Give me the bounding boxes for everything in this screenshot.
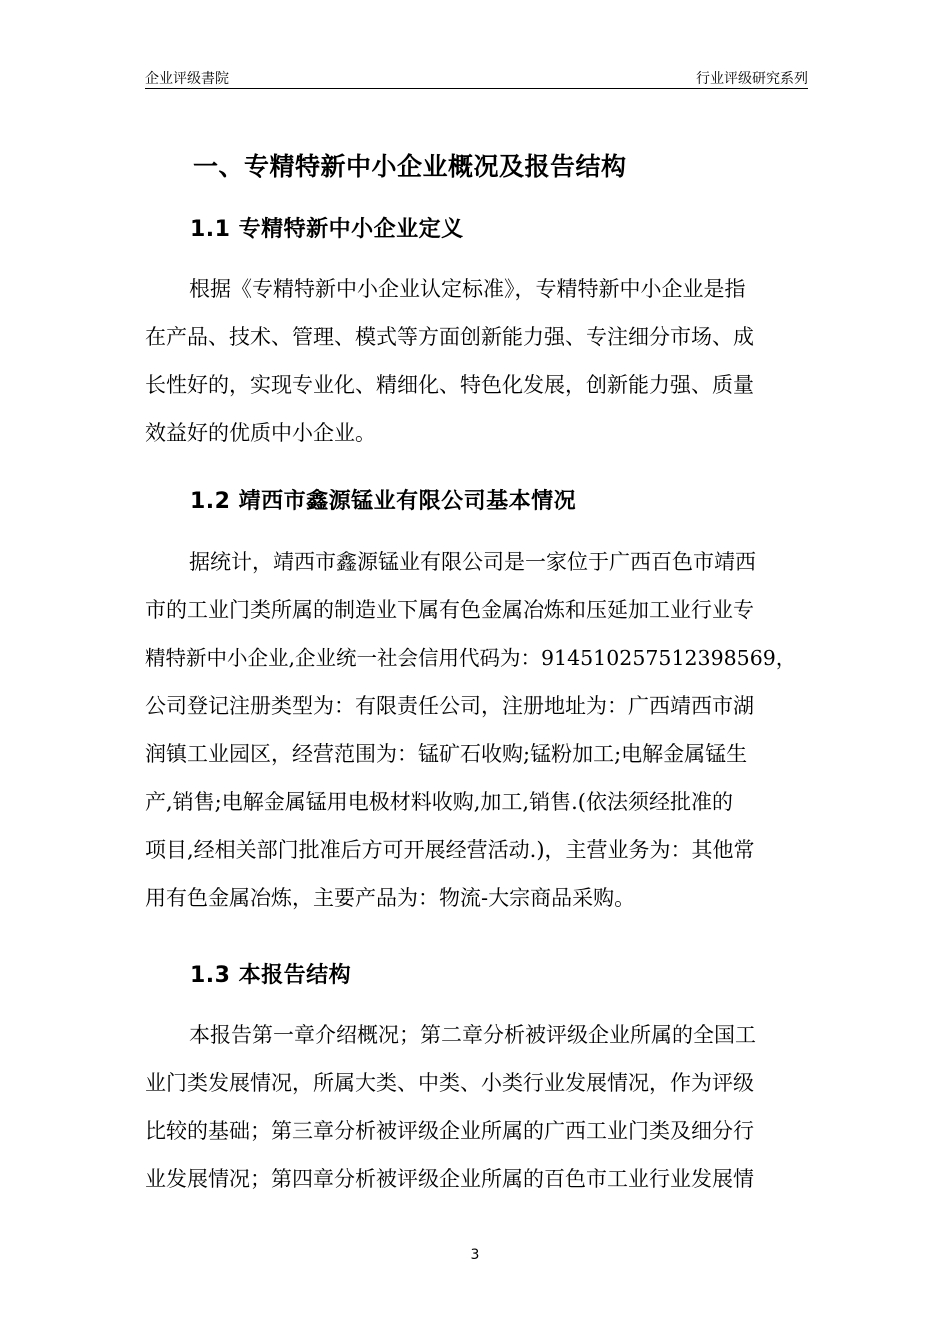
paragraph-line: 本报告第一章介绍概况；第二章分析被评级企业所属的全国工 bbox=[189, 1023, 756, 1047]
section-paragraph-1-3 bbox=[145, 1011, 807, 1203]
page-header bbox=[145, 66, 808, 89]
section-paragraph-1-2 bbox=[145, 538, 807, 922]
paragraph-line: 润镇工业园区，经营范围为：锰矿石收购;锰粉加工;电解金属锰生 bbox=[145, 742, 748, 766]
section-heading-1-1: 1.1 专精特新中小企业定义 bbox=[190, 217, 464, 242]
header-right-text: 行业评级研究系列 bbox=[696, 71, 808, 87]
section-heading-1-2: 1.2 靖西市鑫源锰业有限公司基本情况 bbox=[190, 489, 577, 514]
paragraph-line: 业发展情况；第四章分析被评级企业所属的百色市工业行业发展情 bbox=[145, 1167, 754, 1191]
paragraph-line: 效益好的优质中小企业。 bbox=[145, 421, 376, 445]
section-heading-1-3: 1.3 本报告结构 bbox=[190, 963, 352, 988]
page-number: 3 bbox=[470, 1247, 480, 1263]
paragraph-line: 据统计，靖西市鑫源锰业有限公司是一家位于广西百色市靖西 bbox=[189, 550, 756, 574]
paragraph-line: 市的工业门类所属的制造业下属有色金属冶炼和压延加工业行业专 bbox=[145, 598, 754, 622]
paragraph-line: 长性好的，实现专业化、精细化、特色化发展，创新能力强、质量 bbox=[145, 373, 754, 397]
paragraph-line: 公司登记注册类型为：有限责任公司，注册地址为：广西靖西市湖 bbox=[145, 694, 754, 718]
header-left-text: 企业评级書院 bbox=[145, 71, 229, 87]
chapter-heading: 一、专精特新中小企业概况及报告结构 bbox=[193, 152, 627, 181]
section-paragraph-1-1 bbox=[145, 265, 807, 457]
paragraph-line: 精特新中小企业,企业统一社会信用代码为：914510257512398569， bbox=[145, 646, 797, 670]
paragraph-line: 产,销售;电解金属锰用电极材料收购,加工,销售.(依法须经批准的 bbox=[145, 790, 733, 814]
paragraph-line: 根据《专精特新中小企业认定标准》，专精特新中小企业是指 bbox=[189, 277, 746, 301]
paragraph-line: 在产品、技术、管理、模式等方面创新能力强、专注细分市场、成 bbox=[145, 325, 754, 349]
paragraph-line: 比较的基础；第三章分析被评级企业所属的广西工业门类及细分行 bbox=[145, 1119, 754, 1143]
paragraph-line: 业门类发展情况，所属大类、中类、小类行业发展情况，作为评级 bbox=[145, 1071, 754, 1095]
paragraph-line: 用有色金属冶炼，主要产品为：物流-大宗商品采购。 bbox=[145, 886, 636, 910]
paragraph-line: 项目,经相关部门批准后方可开展经营活动.)，主营业务为：其他常 bbox=[145, 838, 755, 862]
